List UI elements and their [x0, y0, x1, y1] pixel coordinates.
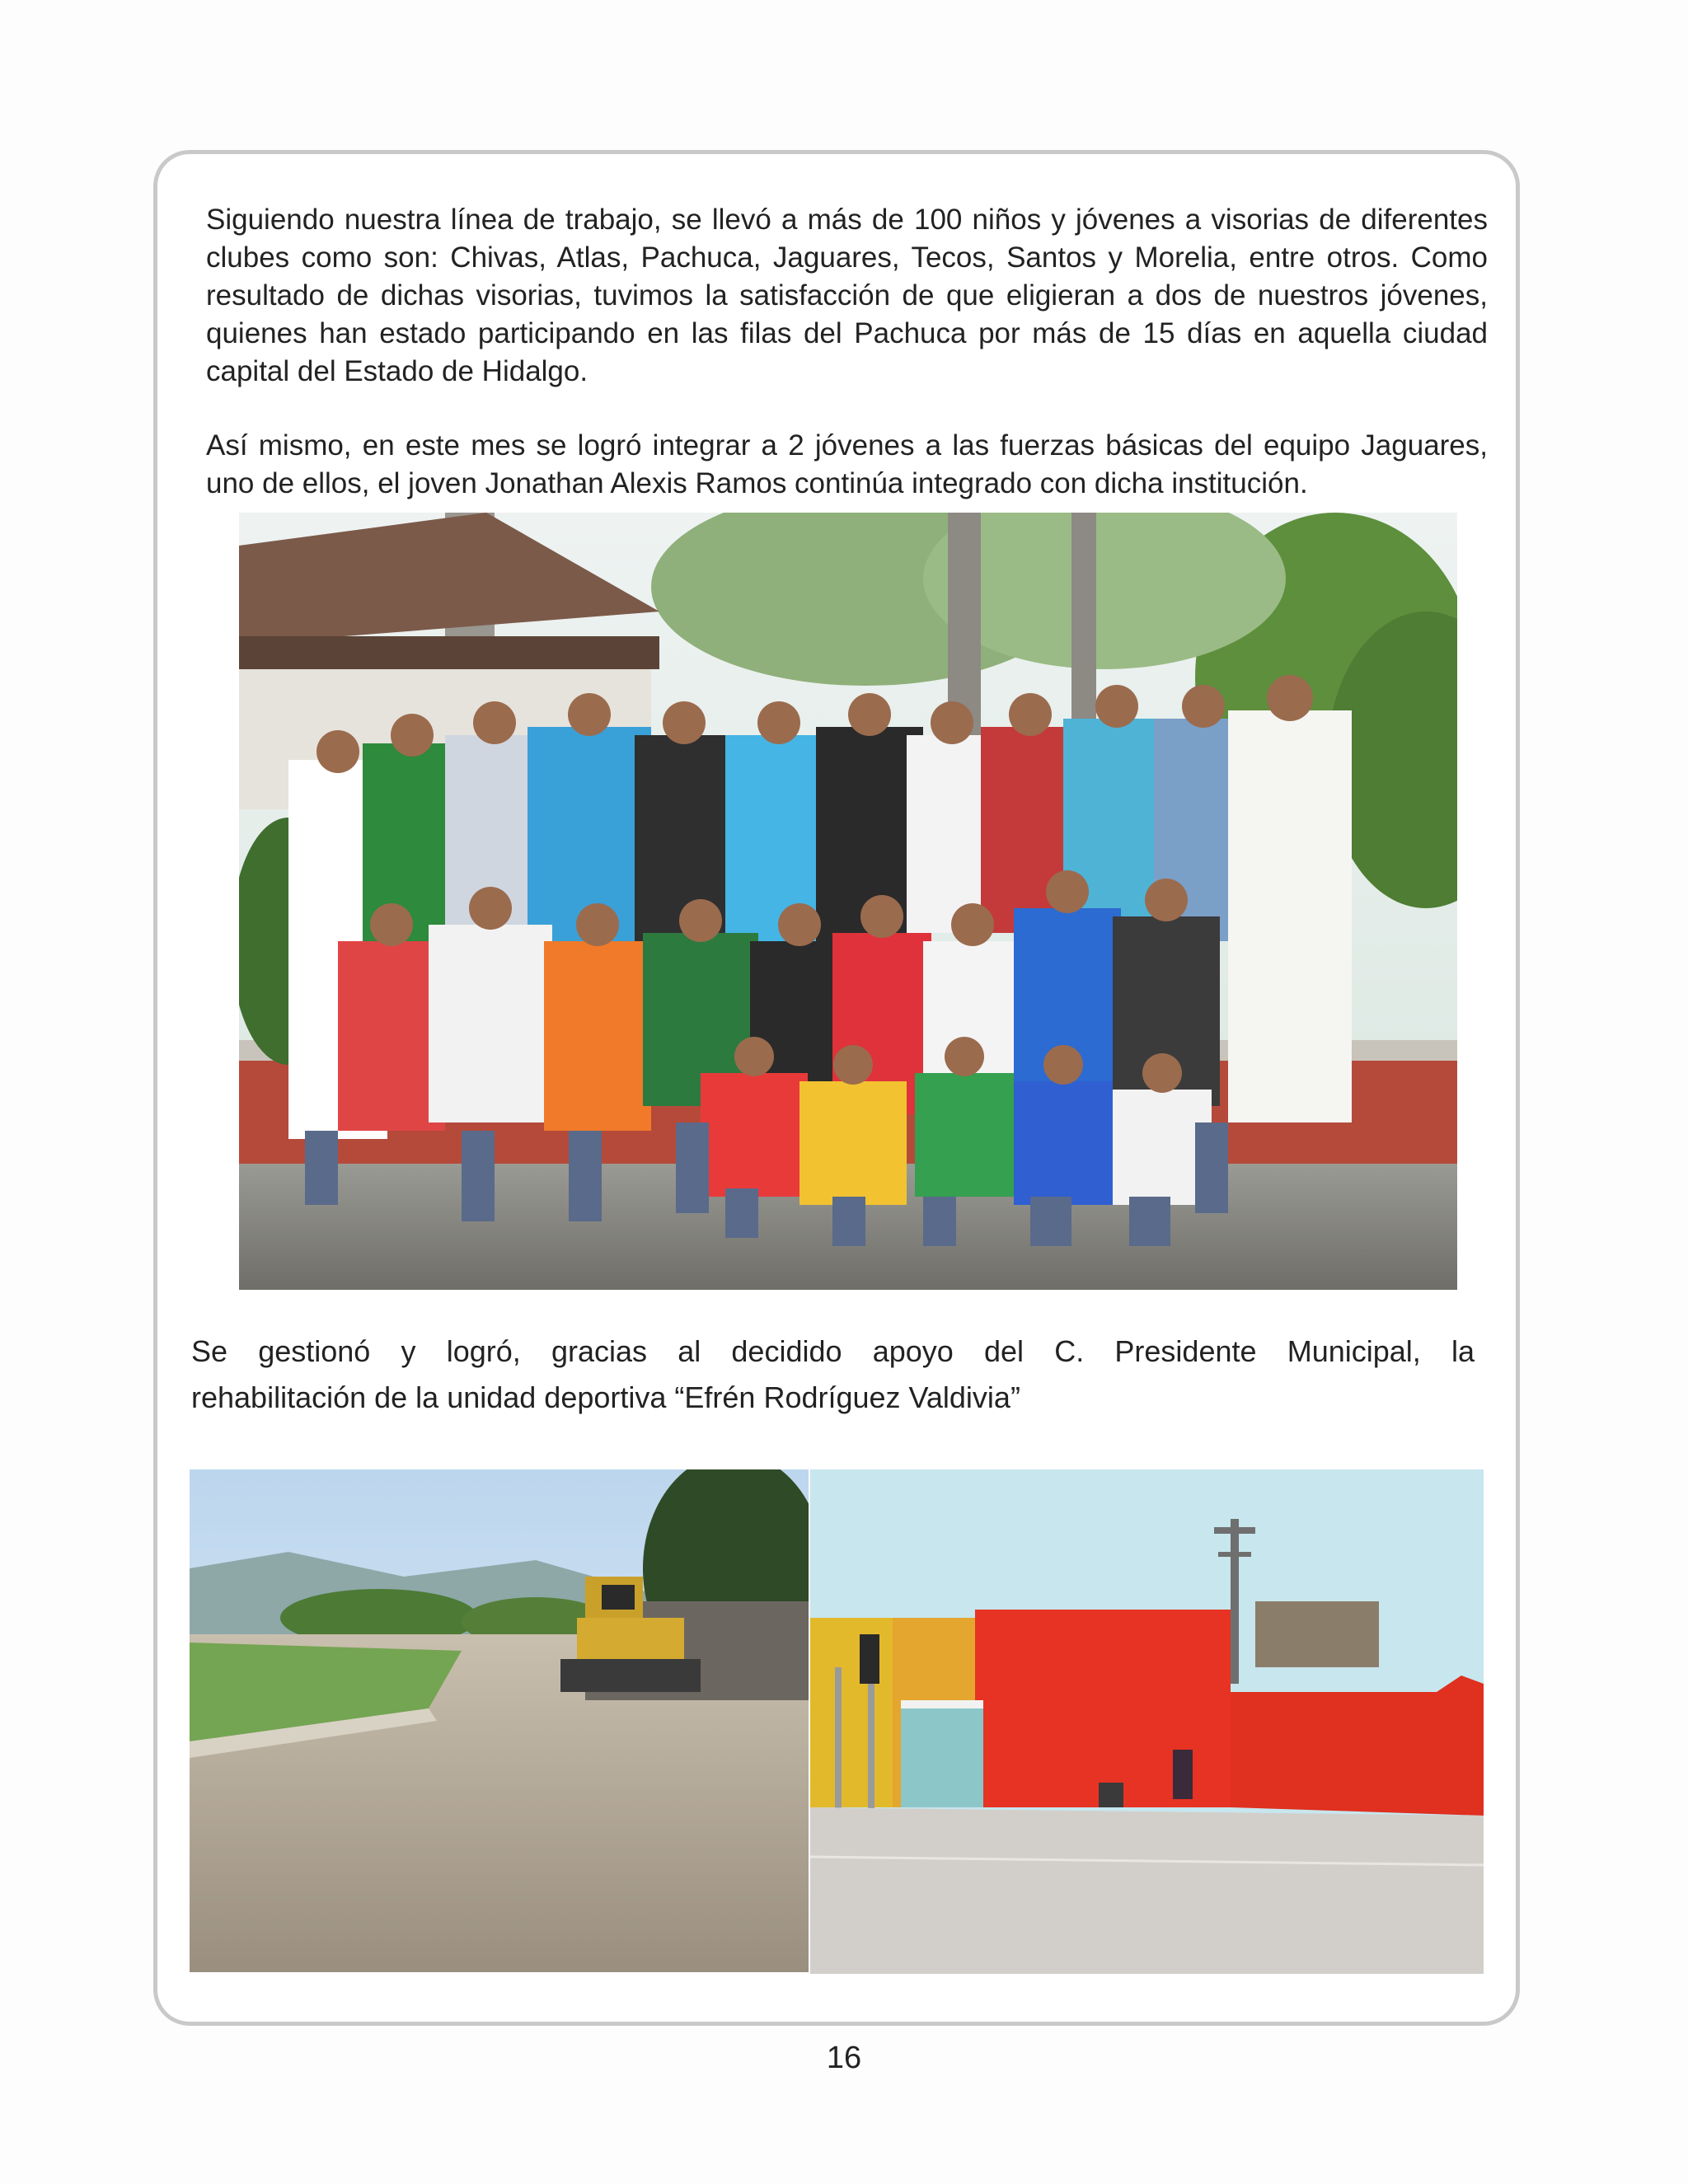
page-number: 16 — [826, 2041, 862, 2075]
text-line: quienes han estado participando en las filas del Pachuca por más de 15 días en aquella ciudad — [206, 317, 1488, 349]
paragraph-visorias — [206, 201, 1488, 429]
text-line: resultado de dichas visorias, tuvimos la satisfacción de que eligieran a dos de nuestros jóvenes, — [206, 279, 1488, 312]
text-line: Se gestionó y logró, gracias al decidido apoyo del C. Presidente Municipal, la — [191, 1334, 1475, 1368]
text-line: capital del Estado de Hidalgo. — [206, 355, 588, 387]
text-line: Así mismo, en este mes se logró integrar a 2 jóvenes a las fuerzas básicas del equipo Jaguares, — [206, 429, 1488, 462]
text-line: uno de ellos, el joven Jonathan Alexis Ramos continúa integrado con dicha institución. — [206, 467, 1308, 499]
text-line: rehabilitación de la unidad deportiva “Efrén Rodríguez Valdivia” — [191, 1380, 1020, 1414]
wall-painting-photo — [810, 1469, 1484, 1974]
text-line: Siguiendo nuestra línea de trabajo, se llevó a más de 100 niños y jóvenes a visorias de diferentes — [206, 204, 1488, 236]
team-group-photo — [239, 513, 1457, 1290]
text-line: clubes como son: Chivas, Atlas, Pachuca, Jaguares, Tecos, Santos y Morelia, entre otros. Como — [206, 241, 1488, 274]
field-bulldozer-photo — [190, 1469, 809, 1972]
paragraph-rehabilitacion — [191, 1329, 1475, 1467]
